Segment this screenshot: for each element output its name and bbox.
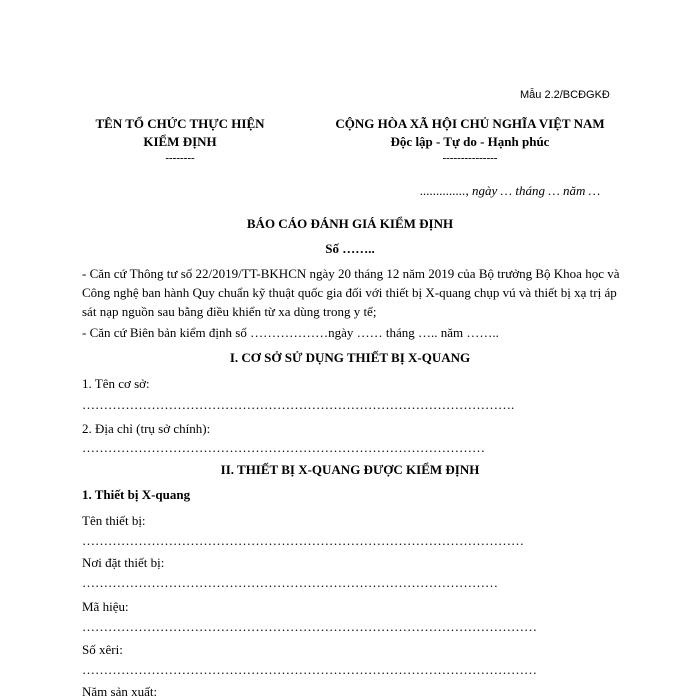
national-motto: Độc lập - Tự do - Hạnh phúc <box>390 134 550 149</box>
section-2-subheading: 1. Thiết bị X-quang <box>82 487 191 502</box>
section-1-heading: I. CƠ SỞ SỬ DỤNG THIẾT BỊ X-QUANG <box>229 350 471 365</box>
date-line: .............., ngày … tháng … năm … <box>420 183 601 198</box>
serial-number-value: …………………………………………………………………………………………… <box>82 662 537 677</box>
device-name-label: Tên thiết bị: <box>82 513 146 528</box>
address-value: ………………………………………………………………………………… <box>82 440 485 455</box>
national-rule: --------------- <box>442 152 498 164</box>
organization-name-line2: KIỂM ĐỊNH <box>143 134 217 149</box>
serial-number-label: Số xêri: <box>82 642 123 657</box>
facility-name-label: 1. Tên cơ sở: <box>82 376 150 391</box>
facility-name-value: ………………………………………………………………………………………. <box>82 397 515 412</box>
device-location-value: …………………………………………………………………………………… <box>82 575 498 590</box>
device-name-value: ………………………………………………………………………………………… <box>82 533 524 548</box>
organization-rule: -------- <box>165 152 195 164</box>
address-label: 2. Địa chỉ (trụ sở chính): <box>82 421 211 436</box>
form-code: Mẫu 2.2/BCĐGKĐ <box>520 89 610 101</box>
basis-item-2: - Căn cứ Biên bản kiểm định số ………………ngày …… tháng ….. năm …….. <box>82 325 499 340</box>
device-location-label: Nơi đặt thiết bị: <box>82 555 165 570</box>
model-code-label: Mã hiệu: <box>82 599 129 614</box>
national-title: CỘNG HÒA XÃ HỘI CHỦ NGHĨA VIỆT NAM <box>335 116 605 131</box>
model-code-value: …………………………………………………………………………………………… <box>82 619 537 634</box>
section-2-heading: II. THIẾT BỊ X-QUANG ĐƯỢC KIỂM ĐỊNH <box>220 462 480 477</box>
report-number: Số …….. <box>325 241 375 256</box>
report-title: BÁO CÁO ĐÁNH GIÁ KIỂM ĐỊNH <box>246 216 454 231</box>
basis-item-1: - Căn cứ Thông tư số 22/2019/TT-BKHCN ngày 20 tháng 12 năm 2019 của Bộ trưởng Bộ Khoa học và Công nghệ ban hành Quy chuẩn kỹ thuật quốc gia đối với thiết bị X-quang chụp vú và thiết bị xạ trị áp sát nạp nguồn sau bằng điều khiển từ xa dùng trong y tế; <box>82 266 620 319</box>
manufacture-year-label: Năm sản xuất: <box>82 684 158 699</box>
organization-name-line1: TÊN TỔ CHỨC THỰC HIỆN <box>95 116 265 131</box>
